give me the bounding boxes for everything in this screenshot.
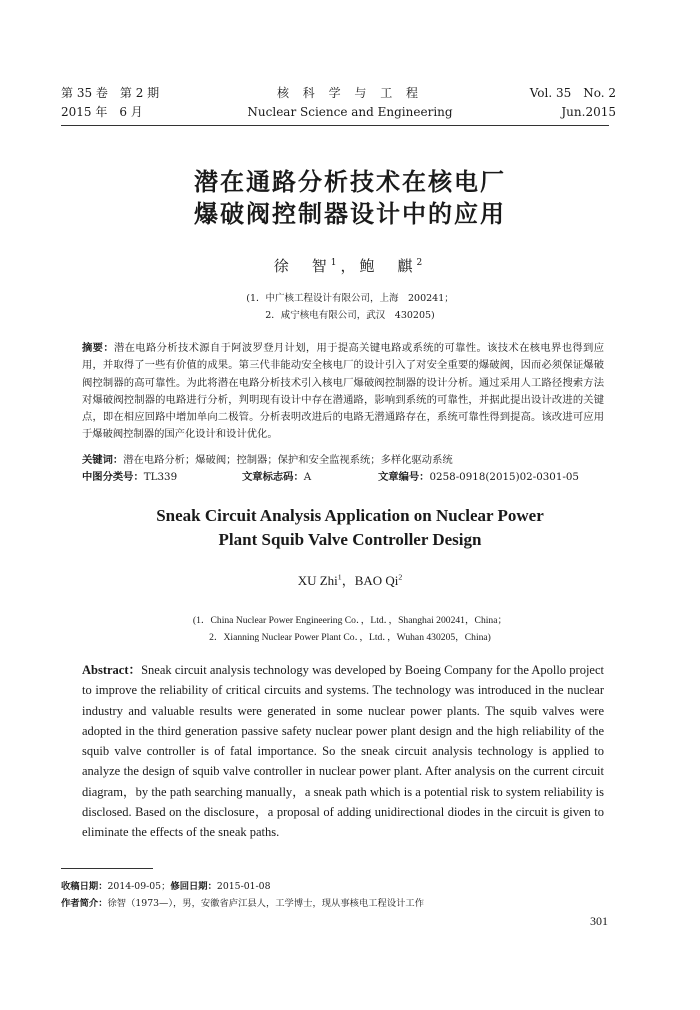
document-code-label: 文章标志码： [242, 471, 304, 483]
article-number-value: 0258-0918(2015)02-0301-05 [429, 471, 579, 483]
english-title-line-1: Sneak Circuit Analysis Application on Nuclear Power [156, 506, 544, 525]
header-vol-no: Vol. 35 No. 2 [529, 86, 616, 100]
english-authors [0, 570, 700, 589]
header-divider [61, 125, 609, 126]
abstract-text-cn: 潜在电路分析技术源自于阿波罗登月计划，用于提高关键电路或系统的可靠性。该技术在核电界也得到应用，并取得了一些有价值的成果。第三代非能动安全核电厂的设计引入了对安全重要的爆破阀，因而必须保证爆破阀控制器的高可靠性。为此将潜在电路分析技术引入核电厂爆破阀控制器的设计分析。通过采用人工路径搜索方法对爆破阀控制器的电路进行分析，判明现有设计中存在潜通路，影响到系统的可靠性，并据此提出设计改进的关键点，即在相应回路中增加单向二极管。分析表明改进后的电路无潜通路存在，系统可靠性得到提高。该改进可应用于爆破阀控制器的国产化设计和设计优化。 [82, 342, 605, 441]
affiliation-1-en: (1．China Nuclear Power Engineering Co．，Ltd．，Shanghai 200241，China； [192, 615, 508, 626]
abstract-label-cn: 摘要： [82, 342, 114, 354]
received-date: 2014-09-05； [107, 881, 171, 892]
author-1-en: XU Zhi [297, 573, 338, 588]
author-1-cn-affiliation: 1 [330, 258, 341, 268]
header-journal-en: Nuclear Science and Engineering [247, 105, 453, 119]
clc-value: TL339 [143, 471, 178, 483]
chinese-title [0, 166, 700, 230]
chinese-abstract [82, 340, 604, 444]
article-number [378, 469, 579, 486]
english-affiliations [0, 612, 700, 646]
author-1-en-affiliation: 1 [337, 572, 342, 582]
author-2-cn-affiliation: 2 [416, 258, 427, 268]
header-month-year: Jun.2015 [561, 105, 616, 119]
footnote-divider [61, 868, 153, 869]
clc-number [82, 469, 177, 486]
author-bio [61, 895, 601, 912]
english-abstract [82, 660, 604, 843]
header-journal-cn: 核 科 学 与 工 程 [276, 86, 424, 100]
article-number-label: 文章编号： [378, 471, 430, 483]
chinese-title-line-2: 爆破阀控制器设计中的应用 [194, 200, 506, 228]
author-2-en: BAO Qi [354, 573, 399, 588]
keywords-text-cn: 潜在电路分析；爆破阀；控制器；保护和安全监视系统；多样化驱动系统 [123, 454, 453, 466]
chinese-keywords [82, 452, 604, 469]
header-vol-en [530, 84, 616, 122]
chinese-affiliations [0, 290, 700, 324]
revised-label: 修回日期： [170, 881, 217, 892]
bio-text: 徐智（1973—），男，安徽省庐江县人，工学博士，现从事核电工程设计工作 [107, 898, 425, 909]
bio-label: 作者简介： [61, 898, 108, 909]
page-number: 301 [590, 914, 608, 928]
keywords-label-cn: 关键词： [82, 454, 124, 466]
document-code [242, 469, 311, 486]
footnotes [61, 878, 601, 912]
affiliation-2-en: 2．Xianning Nuclear Power Plant Co．，Ltd．，Wuhan 430205，China) [209, 632, 491, 643]
author-2-cn: 鲍 麒 [359, 257, 417, 275]
author-1-cn: 徐 智 [273, 257, 331, 275]
received-label: 收稿日期： [61, 881, 108, 892]
affiliation-2-cn: 2．咸宁核电有限公司，武汉 430205) [265, 310, 435, 321]
english-title-line-2: Plant Squib Valve Controller Design [218, 530, 482, 549]
clc-label: 中图分类号： [82, 471, 144, 483]
received-revised-dates [61, 878, 601, 895]
chinese-title-line-1: 潜在通路分析技术在核电厂 [194, 168, 506, 196]
abstract-text-en: Sneak circuit analysis technology was developed by Boeing Company for the Apollo project to improve the reliability of critical circuits and systems. The technology was introduced in the nuclear industry and valuable results were generated in some nuclear power plants. The squib valves were adopted in the third generation passive safety nuclear power plant design and the high reliability of the squib valve controller is of fatal importance. So the sneak circuit analysis technology is applied to analyze the design of squib valve controller in nuclear power plant. After analysis on the current circuit diagram，by the path searching manually，a sneak path which is a potential risk to system reliability is disclosed. Based on the disclosure，a proposal of adding unidirectional diodes in the circuit is given to eliminate the effects of the sneak paths. [82, 663, 605, 840]
author-2-en-affiliation: 2 [398, 572, 403, 582]
english-title [0, 504, 700, 552]
document-code-value: A [303, 471, 312, 483]
revised-date: 2015-01-08 [216, 881, 271, 892]
chinese-authors [0, 255, 700, 276]
abstract-label-en: Abstract： [82, 663, 142, 677]
author-separator-en: ， [341, 573, 355, 588]
affiliation-1-cn: (1．中广核工程设计有限公司，上海 200241； [246, 293, 454, 304]
header-volume: 第 35 卷 第 2 期 [61, 86, 160, 100]
header-date: 2015 年 6 月 [61, 105, 143, 119]
author-separator-cn: ， [340, 257, 360, 275]
